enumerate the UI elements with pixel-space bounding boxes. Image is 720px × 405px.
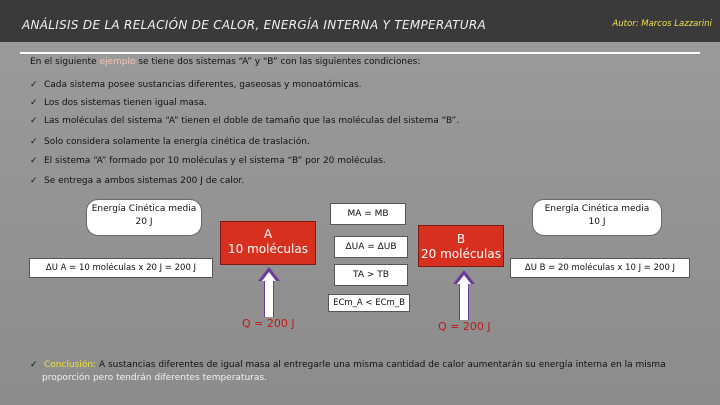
condition-text: Solo considera solamente la energía cinética de traslación.: [44, 137, 310, 147]
slide-header: [0, 0, 720, 42]
condition-text: Las moléculas del sistema “A” tienen el doble de tamaño que las moléculas del sistema “B”.: [44, 116, 460, 126]
condition-item: [30, 156, 386, 166]
condition-text: Los dos sistemas tienen igual masa.: [44, 98, 207, 108]
slide-title: ANÁLISIS DE LA RELACIÓN DE CALOR, ENERGÍA INTERNA Y TEMPERATURA: [22, 18, 487, 32]
callout-b-line1: Energía Cinética media: [544, 204, 650, 214]
conclusion-text: A sustancias diferentes de igual masa al entregarle una misma cantidad de calor aumentarán su energía interna en la misma: [96, 360, 666, 370]
callout-a-line1: Energía Cinética media: [91, 204, 197, 214]
condition-text: El sistema “A” formado por 10 moléculas y el sistema “B” por 20 moléculas.: [44, 156, 386, 166]
condition-text: Cada sistema posee sustancias diferentes, gaseosas y monoatómicas.: [44, 80, 362, 90]
author-credit: Autor: Marcos Lazzarini: [612, 19, 712, 29]
check-icon: ✓: [30, 98, 38, 108]
heat-arrow-b-shaft: [459, 284, 469, 320]
energy-equality-box: ΔUA = ΔUB: [334, 236, 408, 258]
condition-item: [30, 176, 244, 186]
divider-line: [20, 52, 700, 54]
intro-before: En el siguiente: [30, 57, 100, 67]
heat-label-a: Q = 200 J: [242, 317, 295, 330]
kinetic-energy-relation-box: ECm_A < ECm_B: [328, 294, 410, 312]
system-a-name: A: [263, 227, 273, 241]
condition-item: [30, 98, 207, 108]
delta-u-a-box: ΔU A = 10 moléculas x 20 J = 200 J: [29, 258, 213, 278]
heat-arrow-b-head-inner: [457, 275, 471, 284]
mass-equality-box: MA = MB: [330, 203, 406, 225]
check-icon: ✓: [30, 156, 38, 166]
check-icon: ✓: [30, 137, 38, 147]
check-icon: ✓: [30, 116, 38, 126]
callout-energy-b: [532, 199, 662, 236]
delta-u-b-box: ΔU B = 20 moléculas x 10 J = 200 J: [510, 258, 690, 278]
heat-arrow-a-head-inner: [262, 272, 276, 281]
check-icon: ✓: [30, 360, 38, 370]
heat-label-b: Q = 200 J: [438, 320, 491, 333]
system-b-name: B: [456, 232, 466, 246]
conclusion-label: Conclusión:: [44, 360, 97, 370]
system-b-box: [418, 225, 504, 267]
condition-item: [30, 116, 459, 126]
check-icon: ✓: [30, 80, 38, 90]
system-a-box: [220, 221, 316, 265]
conclusion-last-line: proporción pero tendrán diferentes temperaturas.: [42, 373, 267, 383]
callout-b-line2: 10 J: [588, 217, 606, 227]
condition-text: Se entrega a ambos sistemas 200 J de calor.: [44, 176, 245, 186]
system-b-count: 20 moléculas: [421, 247, 501, 261]
intro-highlight: ejemplo: [99, 57, 136, 67]
check-icon: ✓: [30, 176, 38, 186]
intro-text: [30, 57, 420, 67]
condition-item: [30, 137, 310, 147]
callout-energy-a: [86, 199, 202, 236]
condition-item: [30, 80, 362, 90]
intro-after: se tiene dos sistemas “A” y “B” con las siguientes condiciones:: [135, 57, 421, 67]
callout-a-line2: 20 J: [135, 217, 153, 227]
heat-arrow-a-shaft: [264, 281, 274, 317]
temperature-relation-box: TA > TB: [334, 264, 408, 286]
system-a-count: 10 moléculas: [228, 242, 308, 256]
